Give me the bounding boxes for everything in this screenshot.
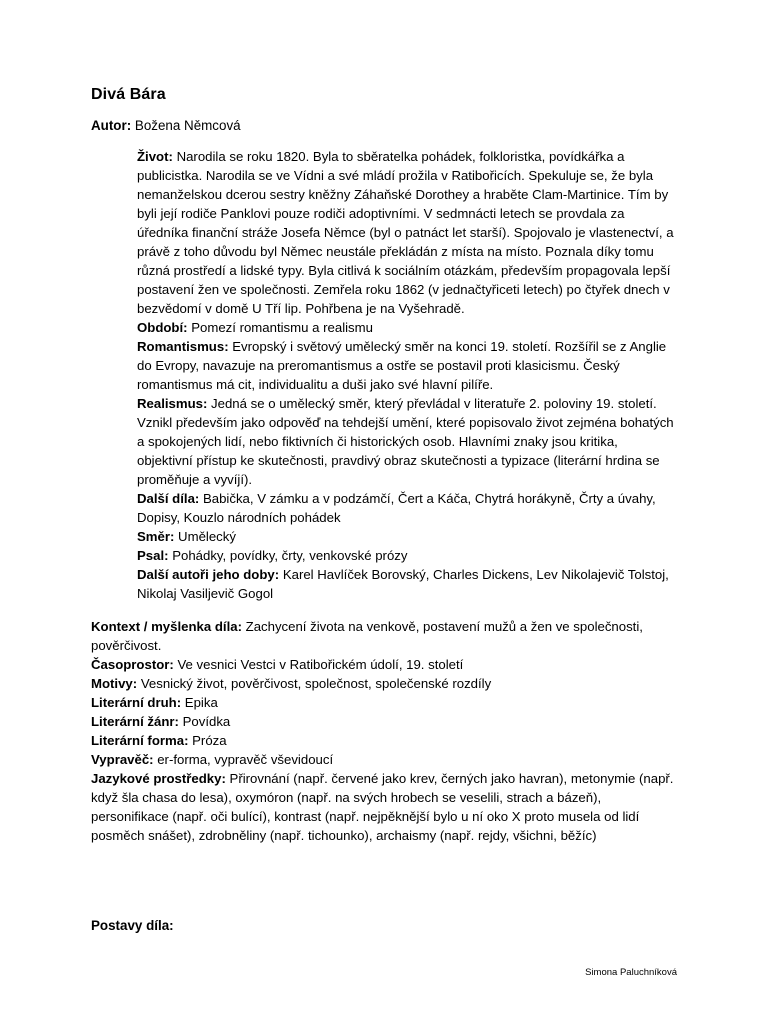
zivot-paragraph bbox=[137, 147, 677, 318]
motivy-paragraph bbox=[91, 674, 677, 693]
casoprostor-value: Ve vesnici Vestci v Ratibořickém údolí, 19. století bbox=[173, 657, 464, 672]
romantismus-paragraph bbox=[137, 337, 677, 394]
kontext-paragraph bbox=[91, 617, 677, 655]
motivy-label: Motivy: bbox=[91, 676, 138, 691]
vypravec-paragraph bbox=[91, 750, 677, 769]
druh-label: Literární druh: bbox=[91, 695, 182, 710]
forma-value: Próza bbox=[188, 733, 227, 748]
jazykove-paragraph bbox=[91, 769, 677, 845]
casoprostor-label: Časoprostor: bbox=[91, 657, 174, 672]
autor-line bbox=[91, 118, 241, 133]
footer-author: Simona Paluchníková bbox=[585, 967, 677, 978]
zivot-label: Život: bbox=[137, 149, 173, 164]
druh-paragraph bbox=[91, 693, 677, 712]
jazykove-label: Jazykové prostředky: bbox=[91, 771, 226, 786]
dalsi-autori-value: Karel Havlíček Borovský, Charles Dickens, Lev Nikolajevič Tolstoj, Nikolaj Vasiljevič Gogol bbox=[137, 567, 669, 601]
jazykove-value: Přirovnání (např. červené jako krev, černých jako havran), metonymie (např. když šla chasa do lesa), oxymóron (např. na svých hrobech se veselili, strach a bázeň), personifikace (např. oči bulící), kontrast (např. nejpěknější bylo u ní oko X proto musela od lidí posměch snášet), zdrobněliny (např. tichounko), archaismy (např. rejdy, všichni, běžíc) bbox=[91, 771, 674, 843]
main-section bbox=[91, 617, 677, 845]
romantismus-label: Romantismus: bbox=[137, 339, 229, 354]
indented-section bbox=[137, 147, 677, 603]
realismus-label: Realismus: bbox=[137, 396, 208, 411]
obdobi-label: Období: bbox=[137, 320, 188, 335]
zanr-label: Literární žánr: bbox=[91, 714, 179, 729]
kontext-label: Kontext / myšlenka díla: bbox=[91, 619, 242, 634]
dalsi-dila-paragraph bbox=[137, 489, 677, 527]
romantismus-value: Evropský i světový umělecký směr na konci 19. století. Rozšířil se z Anglie do Evropy, navazuje na preromantismus a ostře se postavil proti klasicismu. Český romantismus má cit, individualitu a duši jako své hlavní pilíře. bbox=[137, 339, 667, 392]
autor-value: Božena Němcová bbox=[131, 118, 241, 133]
vypravec-label: Vypravěč: bbox=[91, 752, 154, 767]
dalsi-dila-label: Další díla: bbox=[137, 491, 200, 506]
realismus-value: Jedná se o umělecký směr, který převládal v literatuře 2. poloviny 19. století. Vznikl především jako odpověď na tehdejší umění, které popisovalo život zejména bohatých a spokojených lidí, nebo fiktivních či historických osob. Hlavními znaky jsou kritika, objektivní přístup ke skutečnosti, pravdivý obraz skutečnosti a typizace (literární hrdina se proměňuje a vyvíjí). bbox=[137, 396, 674, 487]
psal-paragraph bbox=[137, 546, 677, 565]
forma-paragraph bbox=[91, 731, 677, 750]
smer-paragraph bbox=[137, 527, 677, 546]
dalsi-autori-paragraph bbox=[137, 565, 677, 603]
document-title: Divá Bára bbox=[91, 86, 166, 103]
zivot-value: Narodila se roku 1820. Byla to sběratelka pohádek, folkloristka, povídkářka a publicistka. Narodila se ve Vídni a své mládí prožila v Ratibořicích. Spekuluje se, že byla nemanželskou dcerou sestry kněžny Záhaňské Dorothey a hraběte Clam-Martinice. Tím by byli její rodiče Panklovi pouze rodiči adoptivními. V sedmnácti letech se provdala za úředníka finanční stráže Josefa Němce (byl o patnáct let starší). Spojovalo je vlastenectví, a právě z toho důvodu byl Němec neustále překládán z místa na místo. Poznala díky tomu různá prostředí a lidské typy. Byla citlivá k sociálním otázkám, především propagovala lepší postavení žen ve společnosti. Zemřela roku 1862 (v jednačtyřiceti letech) po čtyřek dnech v bezvědomí v domě U Tří lip. Pohřbena je na Vyšehradě. bbox=[137, 149, 674, 316]
zanr-value: Povídka bbox=[178, 714, 231, 729]
smer-label: Směr: bbox=[137, 529, 175, 544]
psal-label: Psal: bbox=[137, 548, 169, 563]
dalsi-dila-value: Babička, V zámku a v podzámčí, Čert a Káča, Chytrá horákyně, Črty a úvahy, Dopisy, Kouzlo národních pohádek bbox=[137, 491, 656, 525]
forma-label: Literární forma: bbox=[91, 733, 189, 748]
kontext-value: Zachycení života na venkově, postavení mužů a žen ve společnosti, pověrčivost. bbox=[91, 619, 643, 653]
obdobi-value: Pomezí romantismu a realismu bbox=[187, 320, 373, 335]
psal-value: Pohádky, povídky, črty, venkovské prózy bbox=[168, 548, 408, 563]
dalsi-autori-label: Další autoři jeho doby: bbox=[137, 567, 280, 582]
casoprostor-paragraph bbox=[91, 655, 677, 674]
vypravec-value: er-forma, vypravěč vševidoucí bbox=[153, 752, 334, 767]
druh-value: Epika bbox=[181, 695, 218, 710]
autor-label: Autor: bbox=[91, 118, 132, 133]
smer-value: Umělecký bbox=[174, 529, 236, 544]
zanr-paragraph bbox=[91, 712, 677, 731]
obdobi-paragraph bbox=[137, 318, 677, 337]
realismus-paragraph bbox=[137, 394, 677, 489]
postavy-heading: Postavy díla: bbox=[91, 918, 174, 933]
motivy-value: Vesnický život, pověrčivost, společnost, společenské rozdíly bbox=[137, 676, 492, 691]
